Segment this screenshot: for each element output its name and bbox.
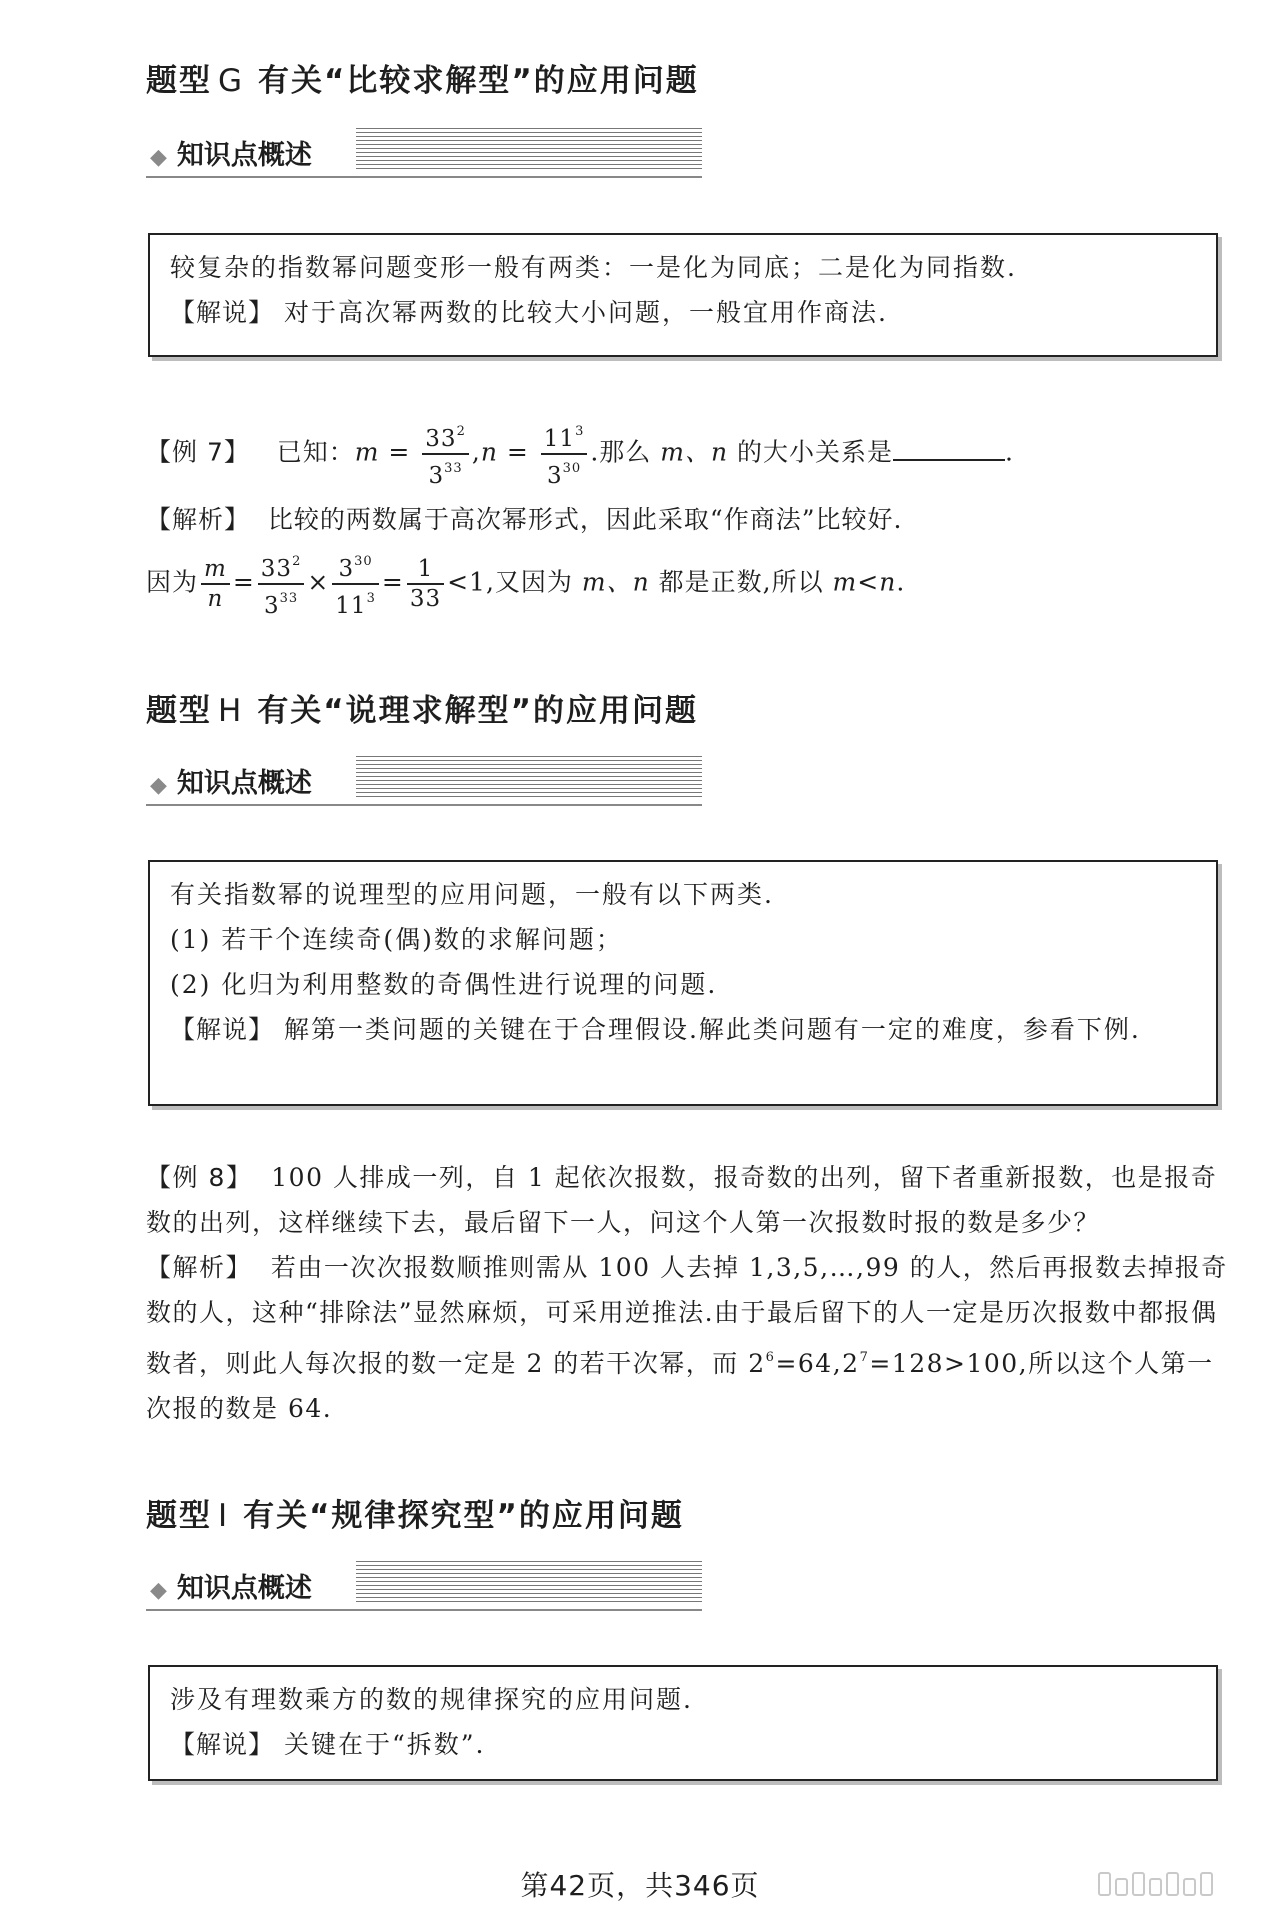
- frac-exp: 3: [575, 424, 585, 439]
- frac-text: 3: [263, 593, 280, 619]
- var-mn: m、n: [581, 567, 650, 597]
- summary-box-g: [148, 233, 1218, 357]
- knowledge-bar-i: [146, 1557, 702, 1611]
- fraction-n: [541, 418, 588, 490]
- jiexi-tag: 【解析】: [146, 505, 251, 534]
- section-title-g: [146, 55, 699, 100]
- frac-text: 33: [409, 586, 442, 612]
- divider: [146, 804, 702, 806]
- frac-exp: 2: [292, 554, 302, 569]
- q-suffix: 的大小关系是: [737, 437, 894, 467]
- section-prefix: 题型: [146, 1498, 212, 1534]
- box-line-text: 对于高次幂两数的比较大小问题，一般宜用作商法.: [283, 298, 888, 327]
- decorative-lines: [356, 128, 702, 172]
- var-m: m: [354, 437, 380, 467]
- box-line: [170, 1722, 1196, 1767]
- divider: [146, 176, 702, 178]
- exp-7: 7: [859, 1350, 870, 1365]
- jieshuo-tag: 【解说】: [170, 1015, 275, 1044]
- analysis-mid: =64,2: [775, 1349, 860, 1378]
- section-code: G: [218, 63, 245, 99]
- divider: [146, 1609, 702, 1611]
- analysis-text: 比较的两数属于高次幂形式，因此采取“作商法”比较好.: [267, 505, 903, 534]
- q-suffix-pre: .那么: [590, 437, 652, 467]
- frac-exp: 33: [444, 461, 463, 476]
- eq-sign: =: [506, 437, 529, 467]
- watermark-icon: [1098, 1872, 1217, 1896]
- box-line-text: 关键在于“拆数”.: [283, 1730, 486, 1759]
- diamond-icon: ◆: [150, 145, 167, 170]
- frac-text: 3: [428, 463, 445, 489]
- section-title-h: [146, 685, 698, 730]
- positive-text: 都是正数,所以: [658, 567, 824, 597]
- box-line-text: 解第一类问题的关键在于合理假设.解此类问题有一定的难度，参看下例.: [283, 1015, 1141, 1044]
- knowledge-bar-h: [146, 752, 702, 806]
- example8-analysis: [146, 1245, 1238, 1431]
- fraction-result: [407, 555, 444, 613]
- exp-6: 6: [765, 1350, 776, 1365]
- knowledge-label: 知识点概述: [176, 768, 312, 799]
- diamond-icon: ◆: [150, 1578, 167, 1603]
- eq-sign: =: [381, 567, 404, 597]
- var-mn: m、n: [660, 437, 729, 467]
- section-title-text: 有关“说理求解型”的应用问题: [257, 693, 699, 729]
- example8-question: [146, 1155, 1238, 1245]
- frac-exp: 30: [354, 554, 373, 569]
- frac-text: 3: [338, 556, 355, 582]
- q-prefix: 已知：: [276, 437, 355, 467]
- frac-exp: 30: [562, 461, 582, 476]
- fraction-m2: [258, 548, 305, 620]
- frac-text: 1: [407, 555, 444, 585]
- q-end: .: [1005, 437, 1014, 467]
- eq-sign: =: [388, 437, 411, 467]
- fraction-mn: [201, 555, 230, 613]
- example7-question: [146, 418, 1014, 490]
- box-line: (2) 化归为利用整数的奇偶性进行说理的问题.: [170, 970, 718, 999]
- diamond-icon: ◆: [150, 773, 167, 798]
- box-line: 有关指数幂的说理型的应用问题，一般有以下两类.: [170, 880, 774, 909]
- fraction-inv-n: [332, 548, 379, 620]
- example7-analysis: [146, 500, 902, 536]
- section-code: H: [218, 693, 244, 729]
- section-prefix: 题型: [146, 63, 212, 99]
- lt-sign: <: [857, 567, 880, 597]
- frac-exp: 33: [279, 591, 299, 606]
- jieshuo-tag: 【解说】: [170, 298, 275, 327]
- box-line: [170, 1007, 1196, 1052]
- frac-exp: 2: [456, 424, 466, 439]
- frac-text: n: [207, 586, 224, 612]
- frac-text: m: [201, 555, 230, 585]
- box-line: [170, 290, 1196, 335]
- example8-tag: 【例 8】: [146, 1163, 253, 1192]
- section-code: I: [218, 1498, 230, 1534]
- frac-text: 33: [425, 426, 457, 452]
- frac-text: 11: [335, 593, 367, 619]
- summary-box-h: [148, 860, 1218, 1106]
- period: .: [896, 567, 906, 597]
- example7-tag: 【例 7】: [146, 437, 250, 467]
- knowledge-label: 知识点概述: [176, 140, 312, 171]
- var-n: n: [879, 567, 897, 597]
- lt1-text: <1,又因为: [447, 567, 573, 597]
- decorative-lines: [356, 1561, 702, 1605]
- box-line: 较复杂的指数幂问题变形一般有两类：一是化为同底；二是化为同指数.: [170, 253, 1017, 282]
- section-title-text: 有关“比较求解型”的应用问题: [258, 63, 699, 99]
- knowledge-label: 知识点概述: [176, 1573, 312, 1604]
- section-title-i: [146, 1490, 684, 1535]
- answer-blank: [893, 455, 1005, 461]
- frac-text: 3: [546, 463, 563, 489]
- jiexi-tag: 【解析】: [146, 1253, 253, 1282]
- analysis-text: 若由一次次报数顺推则需从 100 人去掉 1,3,5,…,99 的人，然后再报数去掉报奇数的人，这种“排除法”显然麻烦，可采用逆推法.由于最后留下的人一定是历次报数中都报偶数者，则此人每次报的数一定是 2 的若干次幂，而 2: [146, 1253, 1228, 1378]
- box-line: (1) 若干个连续奇(偶)数的求解问题；: [170, 925, 623, 954]
- analysis-end: =128>100,所以这个人第一次报的数是 64.: [146, 1349, 1214, 1423]
- question-text: 100 人排成一列，自 1 起依次报数，报奇数的出列，留下者重新报数，也是报奇数的出列，这样继续下去，最后留下一人，问这个人第一次报数时报的数是多少？: [146, 1163, 1218, 1237]
- var-n: n: [480, 437, 498, 467]
- times-sign: ×: [307, 567, 330, 597]
- frac-text: 11: [543, 426, 576, 452]
- example7-derivation: [146, 548, 905, 620]
- frac-exp: 3: [366, 591, 376, 606]
- fraction-m: [422, 418, 469, 490]
- jieshuo-tag: 【解说】: [170, 1730, 275, 1759]
- decorative-lines: [356, 756, 702, 800]
- page-footer: 第42页，共346页: [520, 1869, 760, 1902]
- section-title-text: 有关“规律探究型”的应用问题: [243, 1498, 684, 1534]
- frac-text: 33: [260, 556, 293, 582]
- comma: ,: [471, 437, 481, 467]
- box-line: 涉及有理数乘方的数的规律探究的应用问题.: [170, 1685, 693, 1714]
- eq-sign: =: [232, 567, 255, 597]
- summary-box-i: [148, 1665, 1218, 1781]
- knowledge-bar-g: [146, 124, 702, 178]
- var-m: m: [832, 567, 858, 597]
- section-prefix: 题型: [146, 693, 212, 729]
- because-text: 因为: [146, 567, 199, 597]
